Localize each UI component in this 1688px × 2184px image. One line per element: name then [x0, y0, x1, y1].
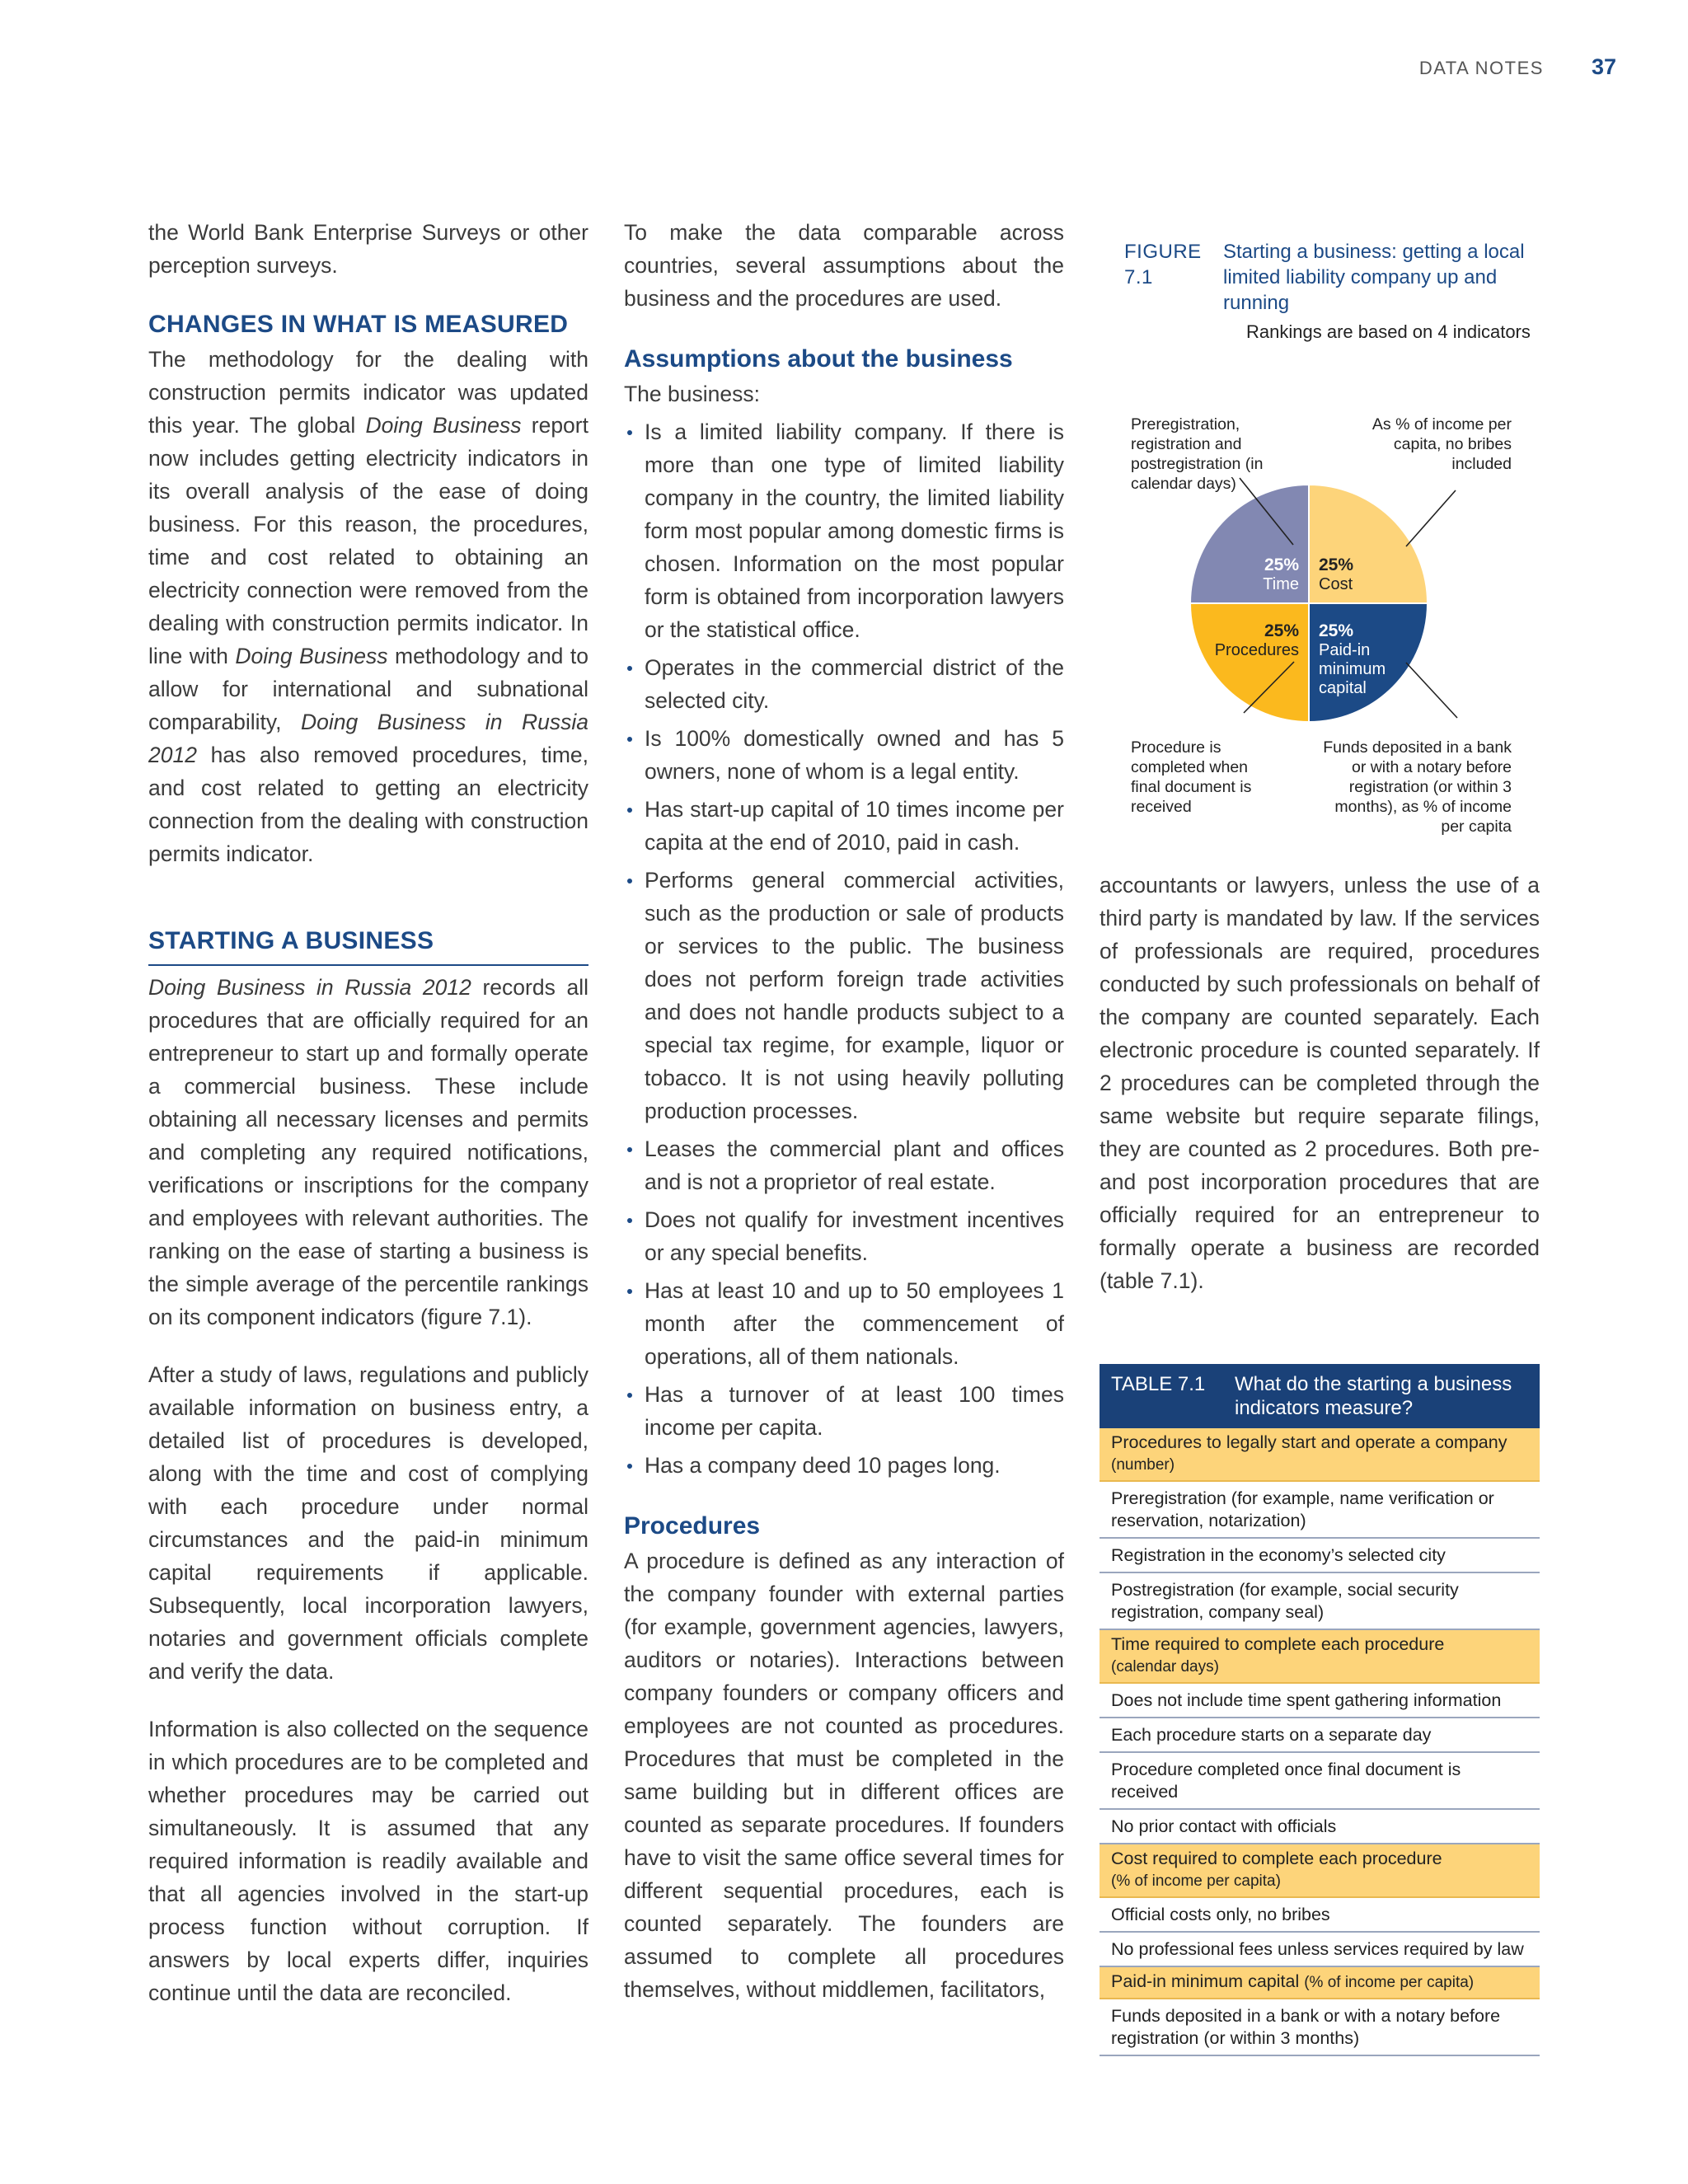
list-item-text: Has a turnover of at least 100 times income per capita.: [645, 1382, 1064, 1440]
category-heading: Cost required to complete each procedure: [1111, 1849, 1442, 1868]
column-2: [624, 216, 1064, 2006]
table-row: Each procedure starts on a separate day: [1100, 1718, 1540, 1753]
list-item-text: Has a company deed 10 pages long.: [645, 1453, 1001, 1478]
table-row: Procedure completed once final document is received: [1100, 1753, 1540, 1810]
continued-paragraph: accountants or lawyers, unless the use of a third party is mandated by law. If the services of professionals are required, procedures conducted by such professionals on behalf of the company are counted separately. Each electronic procedure is counted separately. If 2 procedures can be completed through the same website but require separate filings, they are counted as 2 procedures. Both pre- and post incorporation procedures that are officially required for an entrepreneur to formally operate a business are recorded (table 7.1).: [1100, 873, 1540, 1293]
list-item-text: Has at least 10 and up to 50 employees 1 month after the commencement of operations, all of them nationals.: [645, 1278, 1064, 1369]
list-item: [624, 1203, 1064, 1269]
section-name: DATA NOTES: [1418, 58, 1544, 78]
list-item-text: Operates in the commercial district of the selected city.: [645, 655, 1064, 713]
label-time-description: Preregistration, registration and postregistration (in calendar days): [1131, 415, 1264, 493]
list-item: [624, 722, 1064, 788]
figure-title: Starting a business: getting a local limited liability company up and running: [1223, 241, 1525, 314]
leader-line: [1406, 490, 1456, 546]
heading-changes: CHANGES IN WHAT IS MEASURED: [148, 311, 569, 338]
table-category: [1100, 1428, 1540, 1482]
text-run: The methodology for the dealing with construction permits indicator was updated this year. The global: [148, 347, 588, 438]
comparable-paragraph: To make the data comparable across countries, several assumptions about the business and the procedures are used.: [624, 220, 1064, 311]
list-item-text: Is a limited liability company. If there is more than one type of limited liability company in the country, the limited liability form most popular among domestic firms is chosen. Information on the most popular form is obtained from incorporation lawyers or the statistical office.: [645, 419, 1064, 642]
list-item: [624, 793, 1064, 859]
table-7-1: [1100, 1364, 1540, 2056]
list-item-text: Is 100% domestically owned and has 5 owners, none of whom is a legal entity.: [645, 726, 1064, 784]
list-item: [624, 1378, 1064, 1444]
business-lead: The business:: [624, 382, 760, 406]
table-row: Preregistration (for example, name verification or reservation, notarization): [1100, 1482, 1540, 1539]
after-paragraph: After a study of laws, regulations and publicly available information on business entry, a detailed list of procedures is developed, along with the time and cost of complying with each procedure under normal circumstances and the paid-in minimum capital requirements if applicable. Subsequently, local incorporation lawyers, notaries and government officials complete and verify the data.: [148, 1362, 588, 1684]
information-paragraph: Information is also collected on the sequence in which procedures are to be completed and whether procedures may be carried out simultaneously. It is assumed that any required information is readily available and that all agencies involved in the start-up process function without corruption. If answers by local experts differ, inquiries continue until the data are reconciled.: [148, 1717, 588, 2005]
table-category: [1100, 1630, 1540, 1684]
list-item: [624, 1132, 1064, 1198]
table-row: Postregistration (for example, social security registration, company seal): [1100, 1573, 1540, 1630]
table-row: Funds deposited in a bank or with a notary before registration (or within 3 months): [1100, 1999, 1540, 2056]
list-item: [624, 651, 1064, 717]
intro-paragraph: the World Bank Enterprise Surveys or other perception surveys.: [148, 220, 588, 278]
bullet-icon: [627, 430, 632, 435]
list-item-text: Has start-up capital of 10 times income per capita at the end of 2010, paid in cash.: [645, 797, 1064, 855]
bullet-icon: [627, 1464, 632, 1469]
running-head: [1419, 54, 1616, 80]
text-run: records all procedures that are officially required for an entrepreneur to start up and formally operate a commercial business. These include obtaining all necessary licenses and permits and completing any required notifications, verifications or inscriptions for the company and employees with relevant authorities. The ranking on the ease of starting a business is the simple average of the percentile rankings on its component indicators (figure 7.1).: [148, 975, 588, 1329]
bullet-icon: [627, 879, 632, 883]
list-item-text: Leases the commercial plant and offices and is not a proprietor of real estate.: [645, 1137, 1064, 1194]
figure-number: FIGURE 7.1: [1124, 241, 1202, 288]
label-cost-description: As % of income per capita, no bribes included: [1372, 415, 1512, 473]
label-procedures-description: Procedure is completed when final document is received: [1131, 738, 1252, 816]
table-category: [1100, 1967, 1540, 1999]
category-heading: Procedures to legally start and operate a company: [1111, 1432, 1507, 1452]
table-row: No prior contact with officials: [1100, 1810, 1540, 1844]
table-header: [1100, 1364, 1540, 1428]
bullet-icon: [627, 1147, 632, 1152]
table-row: Official costs only, no bribes: [1100, 1898, 1540, 1933]
changes-paragraph: [148, 343, 588, 870]
assumptions-list: [624, 415, 1064, 1482]
slice-label: 25% Time: [1263, 555, 1299, 593]
category-unit: (% of income per capita): [1111, 1872, 1281, 1890]
column-3: [1100, 869, 1540, 1297]
pie-chart-area: [1100, 350, 1540, 836]
italic-title: Doing Business in Russia 2012: [148, 710, 589, 767]
italic-title: Doing Business in Russia 2012: [148, 975, 471, 1000]
bullet-icon: [627, 1289, 632, 1294]
slice-label: 25% Cost: [1319, 555, 1354, 593]
text-run: has also removed procedures, time, and cost related to getting an electricity connection from the dealing with construction permits indicator.: [148, 743, 588, 866]
slice-label: 25% Procedures: [1214, 621, 1299, 659]
procedures-paragraph: A procedure is defined as any interaction of the company founder with external parties (for example, government agencies, lawyers, auditors or notaries). Interactions between company founders or company officers and employees are not counted as procedures. Procedures that must be completed in the same building but in different offices are counted as separate procedures. If founders have to visit the same office several times for different sequential procedures, each is counted separately. The founders are assumed to complete all procedures themselves, without middlemen, facilitators,: [624, 1549, 1064, 2002]
bullet-icon: [627, 808, 632, 813]
category-heading: Paid-in minimum capital: [1111, 1971, 1300, 1991]
figure-subtitle: Rankings are based on 4 indicators: [1246, 321, 1531, 342]
italic-title: Doing Business: [235, 644, 388, 668]
leader-line: [1406, 663, 1457, 718]
category-unit: (number): [1111, 1456, 1175, 1474]
table-row: Registration in the economy’s selected city: [1100, 1539, 1540, 1573]
bullet-icon: [627, 1218, 632, 1223]
starting-paragraph: [148, 971, 588, 1333]
list-item: [624, 415, 1064, 646]
page-number: 37: [1591, 54, 1616, 79]
heading-starting: STARTING A BUSINESS: [148, 927, 434, 954]
column-1: [148, 216, 588, 2009]
text-run: methodology and to allow for international and subnational comparability,: [148, 644, 588, 734]
heading-rule: [148, 964, 588, 966]
heading-procedures: Procedures: [624, 1512, 761, 1540]
table-category: [1100, 1844, 1540, 1898]
category-heading: Time required to complete each procedure: [1111, 1634, 1445, 1654]
list-item: [624, 1274, 1064, 1373]
bullet-icon: [627, 737, 632, 742]
list-item-text: Does not qualify for investment incentives or any special benefits.: [645, 1207, 1064, 1265]
bullet-icon: [627, 1393, 632, 1398]
category-unit: (% of income per capita): [1304, 1974, 1475, 1991]
table-number: TABLE 7.1: [1111, 1373, 1206, 1395]
slice-label: 25% Paid-in minimum capital: [1319, 621, 1386, 697]
text-run: report now includes getting electricity indicators in its overall analysis of the ease of doing business. For this reason, the procedures, time and cost related to obtaining an electricity connection were removed from the dealing with construction permits indicator. In line with: [148, 413, 588, 668]
figure-header: [1100, 239, 1540, 316]
list-item: [624, 1449, 1064, 1482]
table-row: Does not include time spent gathering information: [1100, 1684, 1540, 1718]
table-row: No professional fees unless services required by law: [1100, 1933, 1540, 1967]
heading-assumptions: Assumptions about the business: [624, 345, 1013, 373]
italic-title: Doing Business: [365, 413, 522, 438]
category-unit: (calendar days): [1111, 1658, 1219, 1675]
list-item-text: Performs general commercial activities, such as the production or sale of products or services to the public. The business does not perform foreign trade activities and does not handle products subject to a special tax regime, for example, liquor or tobacco. It is not using heavily polluting production processes.: [645, 868, 1064, 1123]
bullet-icon: [627, 666, 632, 671]
list-item: [624, 864, 1064, 1127]
label-capital-description: Funds deposited in a bank or with a notary before registration (or within 3 months), as % of income per capita: [1323, 738, 1512, 836]
table-title: What do the starting a business indicators measure?: [1235, 1373, 1512, 1419]
figure-7-1: [1100, 239, 1540, 836]
